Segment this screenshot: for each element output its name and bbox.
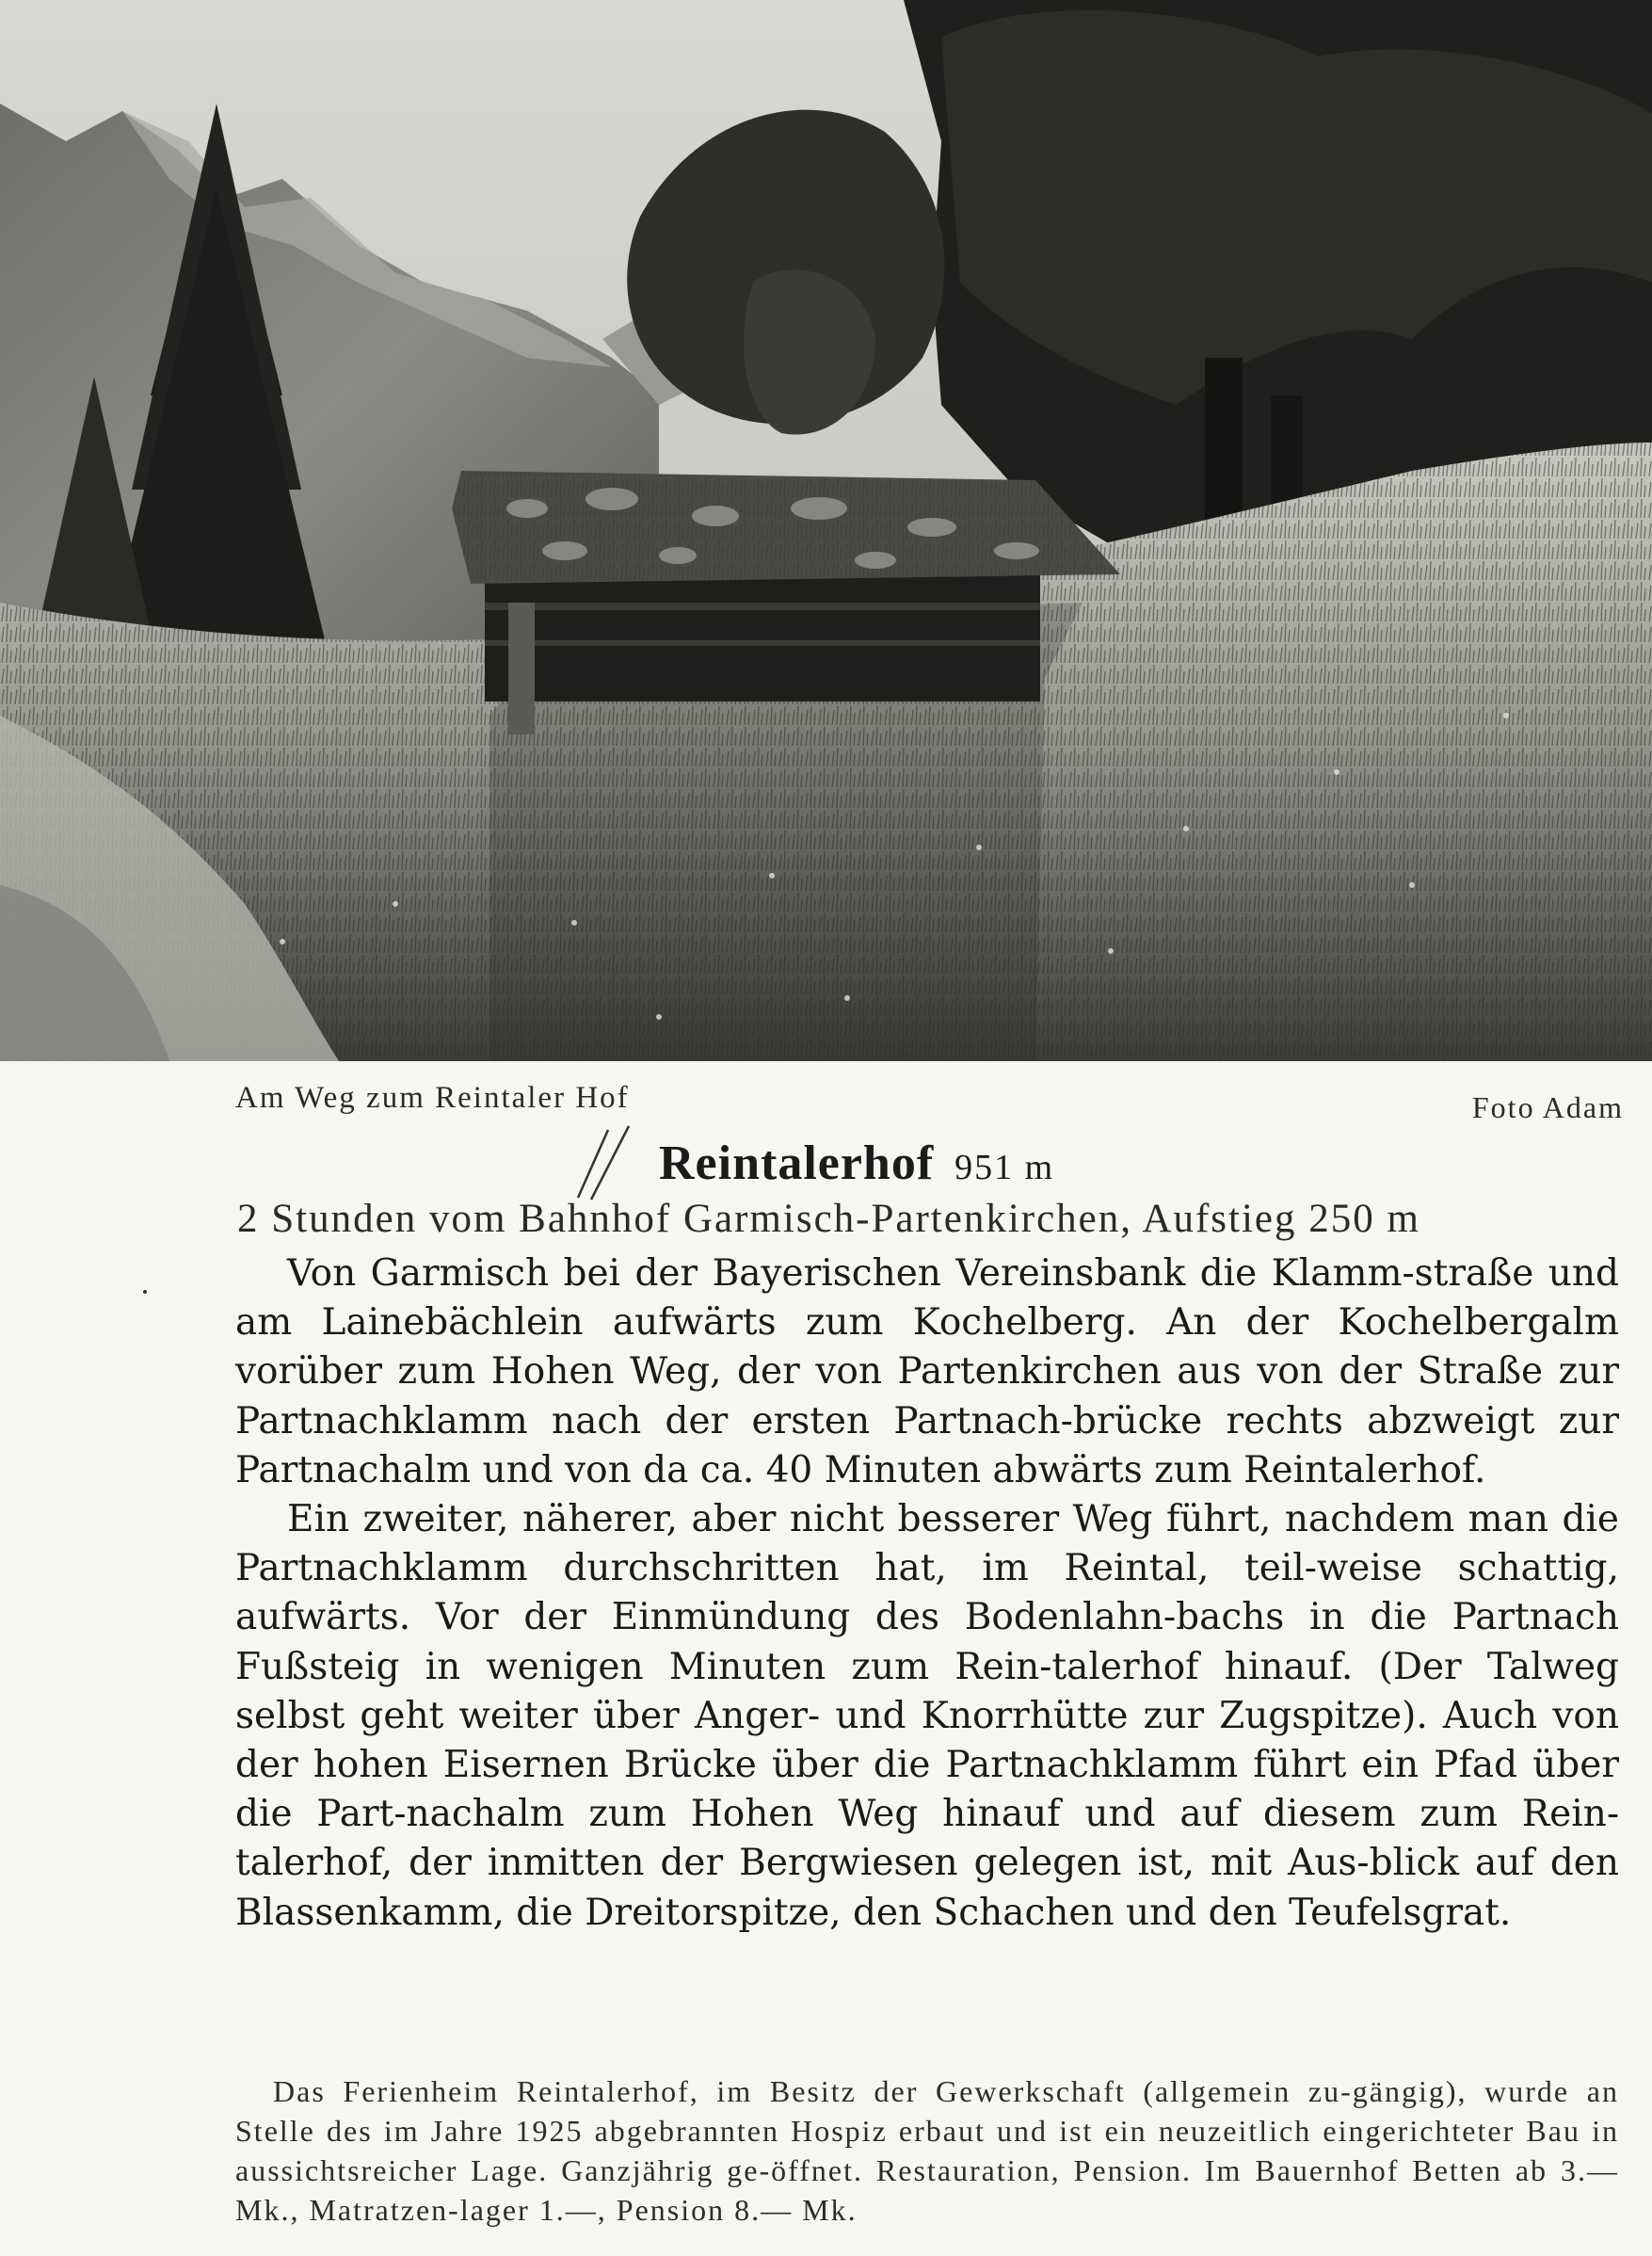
mountain-hut-photo (0, 0, 1652, 1061)
title-name: Reintalerhof (659, 1136, 935, 1190)
footnote (235, 2071, 1619, 2230)
print-speck (143, 1290, 147, 1294)
footnote-text: Das Ferienheim Reintalerhof, im Besitz der Gewerkschaft (allgemein zu-gängig), wurde an Stelle des im Jahre 1925 abgebrannten Hospiz erbaut und ist ein neuzeitlich eingerichteter Bau in aussichtsreicher Lage. Ganzjährig ge-öffnet. Restauration, Pension. Im Bauernhof Betten ab 3.— Mk., Matratzen-lager 1.—, Pension 8.— Mk. (235, 2074, 1619, 2227)
photo-caption: Am Weg zum Reintaler Hof (235, 1081, 630, 1115)
paragraph: Ein zweiter, näherer, aber nicht besserer Weg führt, nachdem man die Partnachklamm durchschritten hat, im Reintal, teil-weise schattig, aufwärts. Vor der Einmündung des Bodenlahn-bachs in die Partnach Fußsteig in wenigen Minuten zum Rein-talerhof hinauf. (Der Talweg selbst geht weiter über Anger- und Knorrhütte zur Zugspitze). Auch von der hohen Eisernen Brücke über die Partnachklamm führt ein Pfad über die Part-nachalm zum Hohen Weg hinauf und auf diesem zum Rein-talerhof, der inmitten der Bergwiesen gelegen ist, mit Aus-blick auf den Blassenkamm, die Dreitorspitze, den Schachen und den Teufelsgrat. (235, 1498, 1619, 1934)
photo-credit: Foto Adam (1471, 1090, 1624, 1124)
paragraph: Von Garmisch bei der Bayerischen Vereinsbank die Klamm-straße und am Lainebächlein aufwärts zum Kochelberg. An der Kochelbergalm vorüber zum Hohen Weg, der von Partenkirchen aus von der Straße zur Partnachklamm nach der ersten Partnach-brücke rechts abzweigt zur Partnachalm und von da ca. 40 Minuten abwärts zum Reintalerhof. (235, 1252, 1619, 1491)
route-summary: 2 Stunden vom Bahnhof Garmisch-Partenkirchen, Aufstieg 250 m (237, 1197, 1420, 1241)
body-text (235, 1249, 1619, 1938)
photo-illustration (0, 0, 1652, 1061)
page-title (659, 1136, 1054, 1191)
pen-mark-icon (570, 1120, 646, 1205)
title-altitude: 951 m (954, 1148, 1055, 1187)
